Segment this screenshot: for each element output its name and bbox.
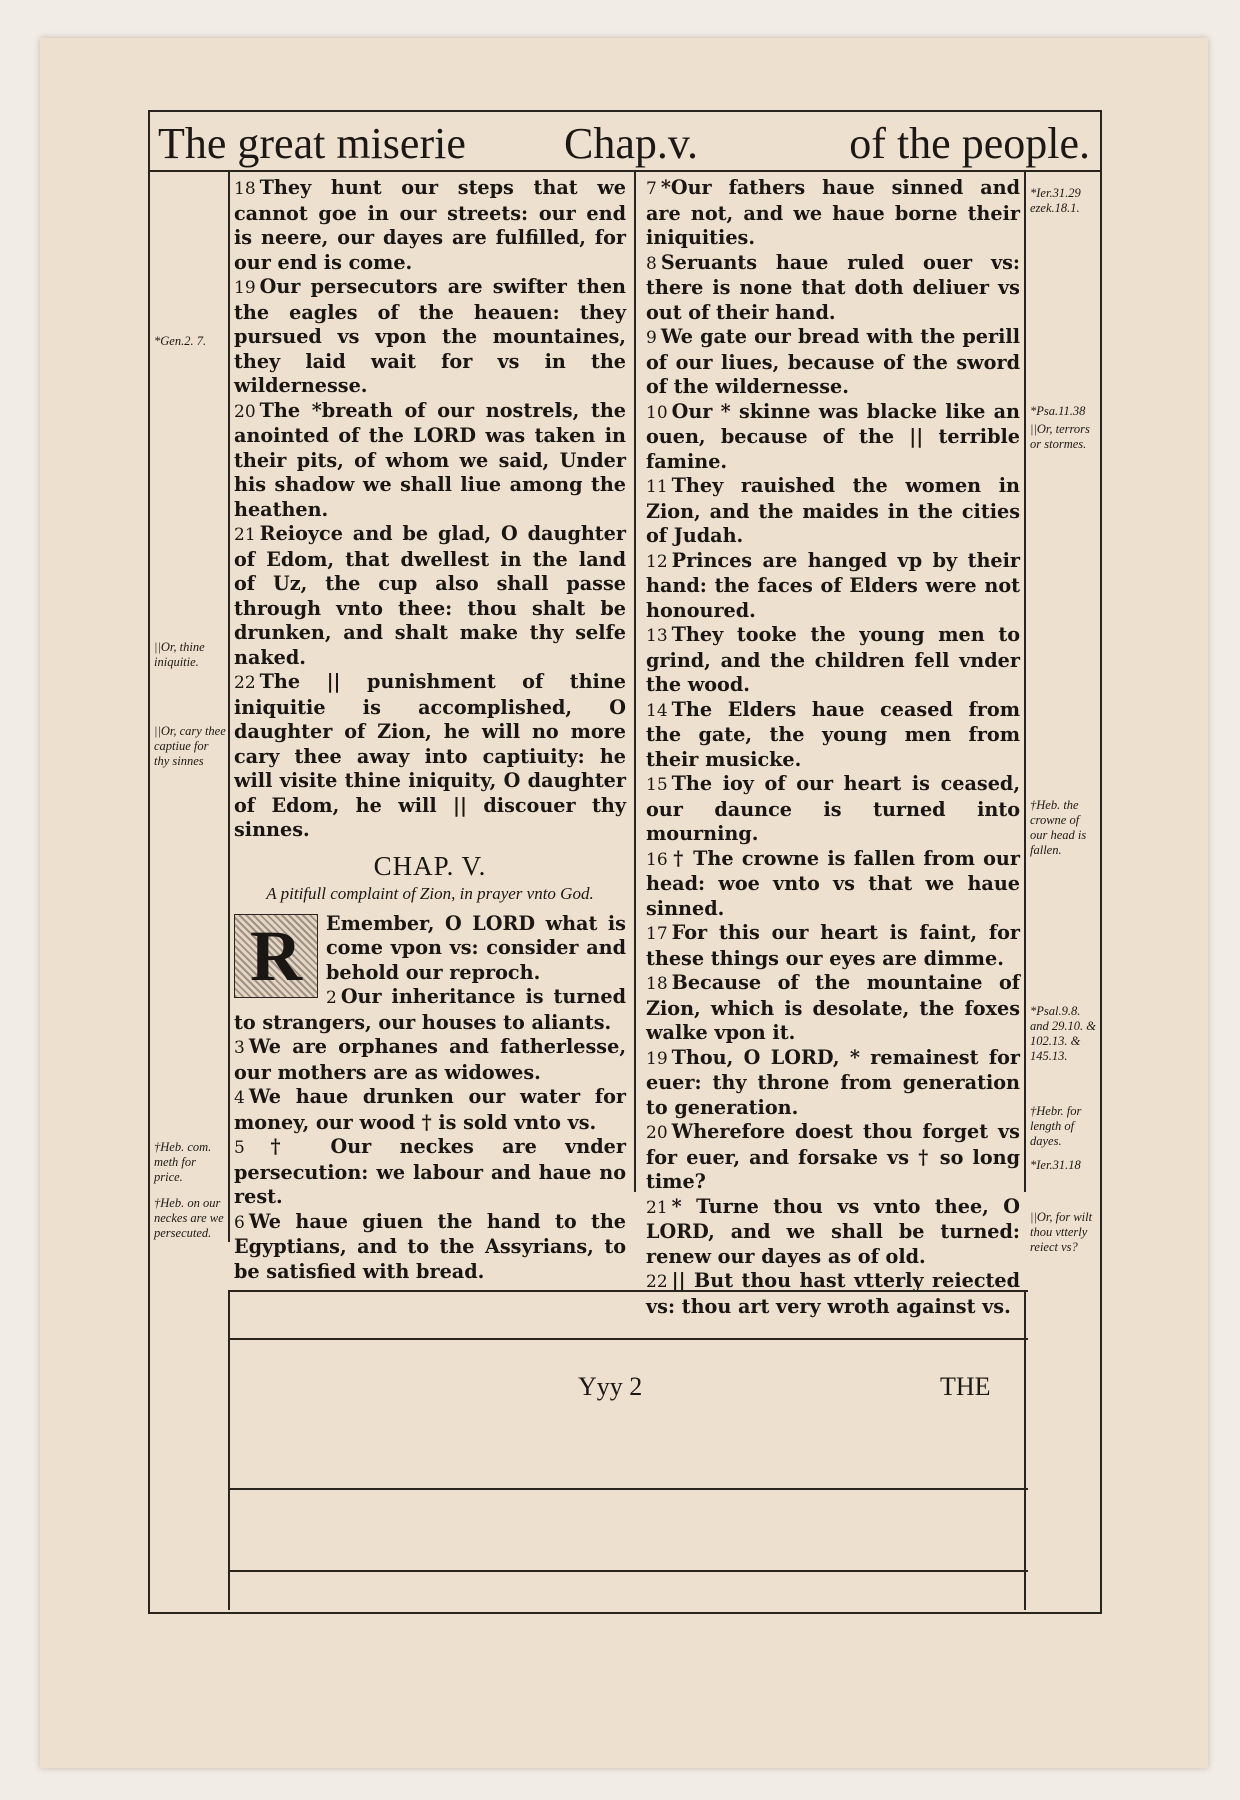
- margin-note: *Ier.31.18: [1030, 1158, 1081, 1172]
- footer-rule: [228, 1488, 1028, 1490]
- verse: 22 || But thou hast vtterly reiected vs: thou art very wroth against vs.: [646, 1269, 1020, 1318]
- margin-note: †Heb. com. meth for price.: [154, 1140, 212, 1184]
- header-chapter: Chap.v.: [564, 119, 699, 168]
- left-margin-rule: [228, 172, 230, 1242]
- verse: 20 Wherefore doest thou forget vs for euer, and forsake vs † so long time?: [646, 1120, 1020, 1193]
- margin-note: ||Or, cary thee captiue for thy sinnes: [154, 724, 226, 768]
- verse: 14 The Elders haue ceased from the gate, the young men from their musicke.: [646, 697, 1020, 771]
- footer-left-rule: [228, 1292, 230, 1610]
- verse: 10 Our * skinne was blacke like an ouen, because of the || terrible famine.: [646, 399, 1020, 473]
- verse: 19 Thou, O LORD, * remainest for euer: thy throne from generation to generation.: [646, 1045, 1020, 1119]
- verse: 20 The *breath of our nostrels, the anointed of the LORD was taken in their pits, of whom we said, Under his shadow we shall liue among the heathen.: [234, 398, 626, 521]
- footer-right-rule: [1024, 1292, 1026, 1610]
- chapter-summary: A pitifull complaint of Zion, in prayer vnto God.: [266, 883, 594, 903]
- catchword: THE: [940, 1372, 991, 1401]
- header-right: of the people.: [849, 119, 1090, 168]
- verse: 21 * Turne thou vs vnto thee, O LORD, and we shall be turned: renew our dayes as of old.: [646, 1194, 1020, 1268]
- margin-note: *Psal.9.8. and 29.10. & 102.13. & 145.13.: [1030, 1004, 1096, 1063]
- column-divider: [634, 172, 636, 1192]
- footer-rule: [228, 1338, 1028, 1340]
- footer-rule: [228, 1290, 1028, 1292]
- verse: 3 We are orphanes and fatherlesse, our mothers are as widowes.: [234, 1035, 626, 1084]
- margin-note: *Psa.11.38: [1030, 404, 1086, 418]
- margin-note: *Gen.2. 7.: [154, 334, 207, 348]
- verse: 7 *Our fathers haue sinned and are not, and we haue borne their iniquities.: [646, 176, 1020, 249]
- margin-note: †Heb. the crowne of our head is fallen.: [1030, 798, 1087, 857]
- verse: 18 They hunt our steps that we cannot goe in our streets: our end is neere, our dayes are fulfilled, for our end is come.: [234, 176, 626, 274]
- header-left: The great miserie: [158, 119, 466, 168]
- verse: 9 We gate our bread with the perill of our liues, because of the sword of the wildernesse.: [646, 325, 1020, 398]
- right-margin-rule: [1024, 172, 1026, 1192]
- verse: 16 † The crowne is fallen from our head: woe vnto vs that we haue sinned.: [646, 846, 1020, 920]
- margin-note: ||Or, for wilt thou vtterly reiect vs?: [1030, 1210, 1093, 1254]
- footer-rule: [228, 1570, 1028, 1572]
- chapter-title: CHAP. V.: [373, 850, 487, 881]
- margin-note: ||Or, thine iniquitie.: [154, 640, 205, 669]
- verse: 22 The || punishment of thine iniquitie is accomplished, O daughter of Zion, he will no more cary thee away into captiuity: he will visite thine iniquity, O daughter of Edom, he will || discouer thy sinnes.: [234, 670, 626, 841]
- verse: 2 Our inheritance is turned to strangers, our houses to aliants.: [234, 985, 626, 1034]
- first-verse: R Emember, O LORD what is come vpon vs: consider and behold our reproch.: [234, 912, 626, 986]
- verse: 15 The ioy of our heart is ceased, our daunce is turned into mourning.: [646, 772, 1020, 845]
- verse: 12 Princes are hanged vp by their hand: the faces of Elders were not honoured.: [646, 548, 1020, 622]
- verse: 21 Reioyce and be glad, O daughter of Edom, that dwellest in the land of Uz, the cup also shall passe through vnto thee: thou shalt be drunken, and shalt make thy selfe naked.: [234, 522, 626, 669]
- page-signature: Yyy 2: [578, 1372, 643, 1401]
- verse: 19 Our persecutors are swifter then the eagles of the heauen: they pursued vs vpon the mountaines, they laid wait for vs in the wildernesse.: [234, 275, 626, 397]
- verse: 17 For this our heart is faint, for these things our eyes are dimme.: [646, 921, 1020, 970]
- decorated-initial: R: [234, 914, 318, 998]
- verse: 4 We haue drunken our water for money, our wood † is sold vnto vs.: [234, 1085, 626, 1134]
- right-column: [646, 176, 1020, 1319]
- running-header: [150, 112, 1100, 172]
- verse: 6 We haue giuen the hand to the Egyptians, and to the Assyrians, to be satisfied with bread.: [234, 1209, 626, 1283]
- left-column: [234, 176, 626, 1284]
- verse: 11 They rauished the women in Zion, and the maides in the cities of Judah.: [646, 474, 1020, 547]
- verse: 13 They tooke the young men to grind, and the children fell vnder the wood.: [646, 623, 1020, 696]
- page-frame: [148, 110, 1102, 1614]
- verse: 8 Seruants haue ruled ouer vs: there is none that doth deliuer vs out of their hand.: [646, 250, 1020, 324]
- verse: 18 Because of the mountaine of Zion, which is desolate, the foxes walke vpon it.: [646, 971, 1020, 1044]
- margin-note: †Heb. on our neckes are we persecuted.: [154, 1196, 224, 1240]
- margin-note: ||Or, terrors or stormes.: [1030, 422, 1090, 451]
- verse: 5 † Our neckes are vnder persecution: we labour and haue no rest.: [234, 1135, 626, 1208]
- margin-note: *Ier.31.29 ezek.18.1.: [1030, 186, 1081, 215]
- margin-note: †Hebr. for length of dayes.: [1030, 1104, 1082, 1148]
